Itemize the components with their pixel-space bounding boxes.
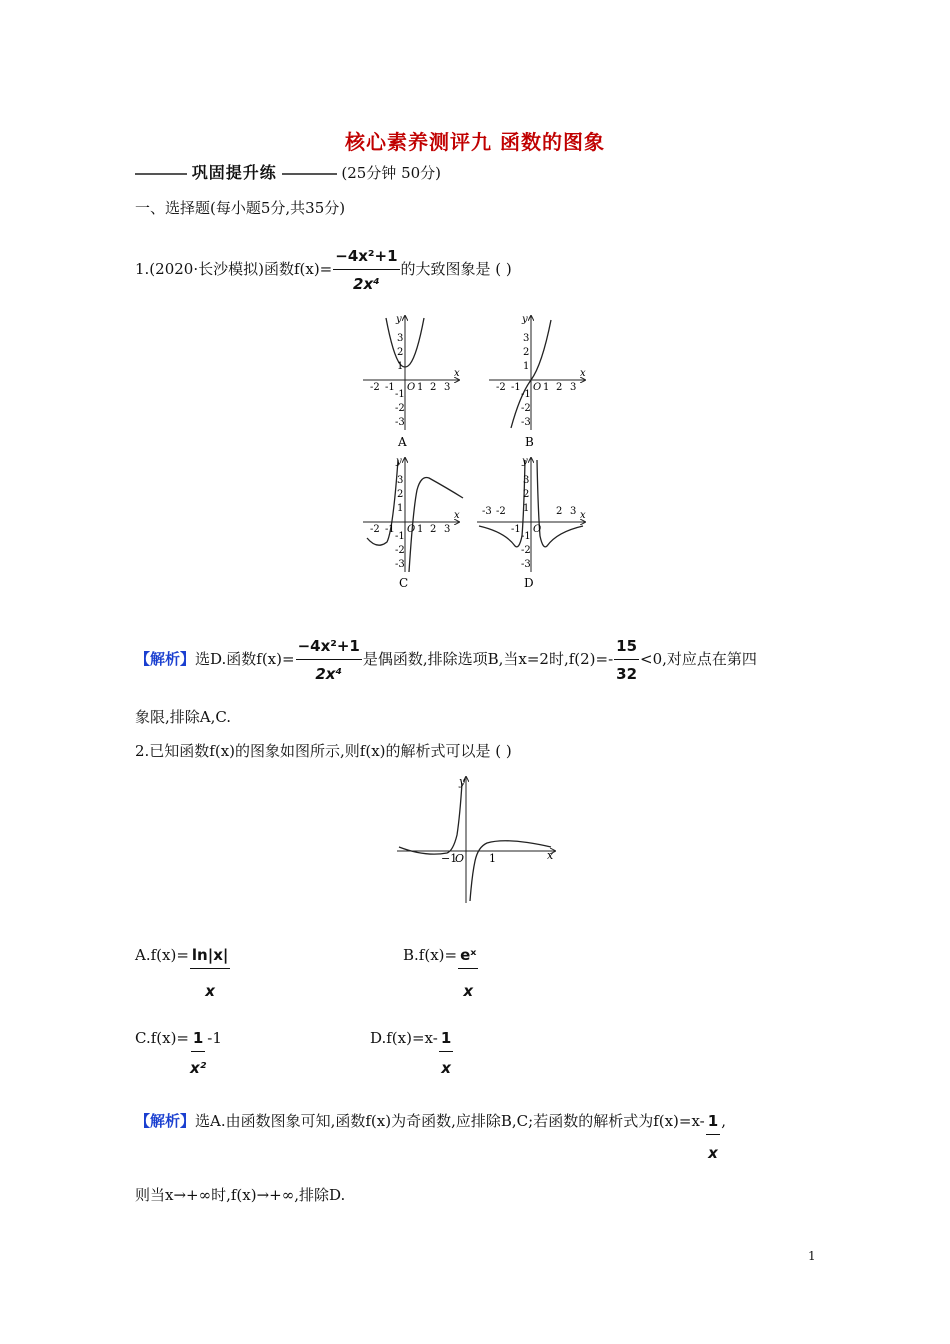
q2-solution-line2: 则当x→+∞时,f(x)→+∞,排除D. bbox=[135, 1186, 346, 1204]
origin-label: O bbox=[533, 382, 542, 393]
option-b-denominator: x bbox=[463, 982, 474, 1000]
tick-label: 2 bbox=[397, 347, 404, 358]
tick-label: -2 bbox=[395, 403, 405, 414]
tick-label: 2 bbox=[523, 347, 530, 358]
q1-sol-fraction-2 bbox=[614, 636, 639, 684]
tick-label: 1 bbox=[417, 382, 424, 393]
q2-solution-line1 bbox=[135, 1111, 726, 1163]
axis-x-label: x bbox=[454, 368, 460, 379]
q2-sol-t2: , bbox=[721, 1112, 726, 1130]
option-a-denominator: x bbox=[205, 982, 215, 1000]
q1-sol-numerator: −4x²+1 bbox=[296, 636, 362, 660]
tick-label: -1 bbox=[511, 382, 521, 393]
tick-label: -2 bbox=[521, 403, 531, 414]
axis-x-label: x bbox=[580, 368, 586, 379]
tick-label: 2 bbox=[556, 506, 563, 517]
q2-graph bbox=[395, 775, 560, 905]
option-c-denominator: x² bbox=[190, 1059, 207, 1077]
tick-label: -2 bbox=[496, 506, 506, 517]
graph-c-label: C bbox=[399, 576, 409, 590]
graph-b-label: B bbox=[525, 435, 534, 449]
graph-a bbox=[363, 314, 460, 449]
q1-sol-t1: 选D.函数f(x)= bbox=[195, 650, 295, 668]
option-c-label: C.f(x)= bbox=[135, 1029, 189, 1047]
page-number: 1 bbox=[808, 1249, 816, 1263]
q2-sol-numerator: 1 bbox=[706, 1111, 720, 1135]
tick-label: 2 bbox=[397, 489, 404, 500]
tick-label: 3 bbox=[397, 475, 404, 486]
tick-label: 1 bbox=[417, 524, 424, 535]
option-b-numerator: eˣ bbox=[458, 945, 478, 969]
q2-tick-1: 1 bbox=[489, 852, 496, 865]
solution-tag: 【解析】 bbox=[135, 650, 196, 668]
q2-sol-denominator: x bbox=[708, 1144, 718, 1162]
q1-sol-denominator-2: 32 bbox=[616, 665, 638, 683]
tick-label: 3 bbox=[444, 524, 451, 535]
tick-label: -2 bbox=[496, 382, 506, 393]
tick-label: -3 bbox=[395, 417, 405, 428]
option-d-denominator: x bbox=[441, 1059, 451, 1077]
q1-sol-numerator-2: 15 bbox=[614, 636, 639, 660]
option-a-numerator: ln|x| bbox=[190, 945, 230, 969]
option-b-label: B.f(x)= bbox=[403, 946, 458, 964]
option-a-label: A.f(x)= bbox=[135, 946, 189, 964]
option-a-fraction bbox=[190, 945, 230, 1001]
q1-solution-line2: 象限,排除A,C. bbox=[135, 708, 232, 726]
axis-x-label: x bbox=[580, 510, 586, 521]
q1-denominator: 2x⁴ bbox=[353, 275, 380, 293]
option-d-numerator: 1 bbox=[439, 1028, 453, 1052]
part-heading: 一、选择题(每小题5分,共35分) bbox=[135, 199, 346, 217]
option-d[interactable] bbox=[370, 1028, 454, 1078]
axis-y-label: y bbox=[522, 456, 528, 467]
q1-graphs bbox=[355, 310, 595, 595]
tick-label: -3 bbox=[482, 506, 492, 517]
graph-d bbox=[477, 456, 586, 590]
page-title: 核心素养测评九 函数的图象 bbox=[345, 130, 605, 154]
q1-prefix: 1.(2020·长沙模拟)函数f(x)= bbox=[135, 260, 333, 278]
tick-label: -3 bbox=[521, 417, 531, 428]
q1-sol-denominator: 2x⁴ bbox=[315, 665, 343, 683]
axis-y-label: y bbox=[522, 314, 528, 325]
option-d-fraction bbox=[439, 1028, 453, 1078]
section-time: (25分钟 50分) bbox=[341, 164, 442, 182]
graph-a-label: A bbox=[398, 435, 407, 449]
option-c[interactable] bbox=[135, 1028, 222, 1078]
q2-tick-minus-1: −1 bbox=[441, 852, 458, 865]
tick-label: 3 bbox=[570, 382, 577, 393]
option-b[interactable] bbox=[403, 945, 479, 1001]
origin-label: O bbox=[407, 524, 416, 535]
tick-label: -1 bbox=[395, 531, 405, 542]
tick-label: 2 bbox=[523, 489, 530, 500]
tick-label: 1 bbox=[397, 361, 404, 372]
q2-axis-y-label: y bbox=[459, 775, 466, 788]
tick-label: 3 bbox=[444, 382, 451, 393]
tick-label: 1 bbox=[543, 382, 550, 393]
q2-axis-x-label: x bbox=[547, 849, 554, 862]
q1-sol-t3: <0,对应点在第四 bbox=[640, 650, 757, 668]
option-c-fraction bbox=[190, 1028, 206, 1078]
q2-sol-fraction bbox=[706, 1111, 720, 1163]
section-banner bbox=[135, 163, 441, 183]
solution-tag: 【解析】 bbox=[135, 1112, 196, 1130]
q1-numerator: −4x²+1 bbox=[333, 246, 399, 270]
q2-sol-t1: 选A.由函数图象可知,函数f(x)为奇函数,应排除B,C;若函数的解析式为f(x)=x- bbox=[195, 1112, 705, 1130]
banner-left-bar bbox=[135, 173, 187, 175]
axis-y-label: y bbox=[396, 314, 402, 325]
tick-label: -2 bbox=[395, 545, 405, 556]
tick-label: 2 bbox=[430, 382, 437, 393]
origin-label: O bbox=[407, 382, 416, 393]
tick-label: -1 bbox=[511, 524, 521, 535]
option-a[interactable] bbox=[135, 945, 231, 1001]
tick-label: 2 bbox=[556, 382, 563, 393]
graph-d-label: D bbox=[524, 576, 534, 590]
tick-label: -3 bbox=[395, 559, 405, 570]
banner-right-bar bbox=[282, 173, 337, 175]
tick-label: 3 bbox=[523, 333, 530, 344]
question-1-stem bbox=[135, 246, 512, 294]
origin-label: O bbox=[533, 524, 542, 535]
graph-b bbox=[489, 314, 586, 449]
tick-label: -1 bbox=[521, 531, 531, 542]
tick-label: 2 bbox=[430, 524, 437, 535]
q1-sol-t2: 是偶函数,排除选项B,当x=2时,f(2)=- bbox=[362, 650, 614, 668]
banner-text: 巩固提升练 bbox=[191, 163, 277, 182]
tick-label: -3 bbox=[521, 559, 531, 570]
tick-label: 3 bbox=[397, 333, 404, 344]
q1-suffix: 的大致图象是 ( ) bbox=[400, 260, 512, 278]
axis-x-label: x bbox=[454, 510, 460, 521]
graph-c bbox=[363, 456, 463, 590]
option-c-tail: -1 bbox=[207, 1029, 222, 1047]
tick-label: 1 bbox=[523, 503, 530, 514]
option-c-numerator: 1 bbox=[191, 1028, 205, 1052]
tick-label: 1 bbox=[523, 361, 530, 372]
tick-label: -2 bbox=[521, 545, 531, 556]
tick-label: -1 bbox=[395, 389, 405, 400]
tick-label: 3 bbox=[570, 506, 577, 517]
q1-sol-fraction bbox=[296, 636, 362, 684]
option-d-label: D.f(x)=x- bbox=[370, 1029, 438, 1047]
option-b-fraction bbox=[458, 945, 478, 1001]
tick-label: 1 bbox=[397, 503, 404, 514]
tick-label: -1 bbox=[385, 524, 395, 535]
axis-y-label: y bbox=[396, 456, 402, 467]
tick-label: -1 bbox=[521, 389, 531, 400]
tick-label: -2 bbox=[370, 524, 380, 535]
question-2-stem: 2.已知函数f(x)的图象如图所示,则f(x)的解析式可以是 ( ) bbox=[135, 742, 512, 760]
tick-label: 3 bbox=[523, 475, 530, 486]
tick-label: -1 bbox=[385, 382, 395, 393]
q2-origin-label: O bbox=[455, 852, 465, 865]
tick-label: -2 bbox=[370, 382, 380, 393]
q1-fraction bbox=[333, 246, 399, 294]
q1-solution-line1 bbox=[135, 636, 757, 684]
